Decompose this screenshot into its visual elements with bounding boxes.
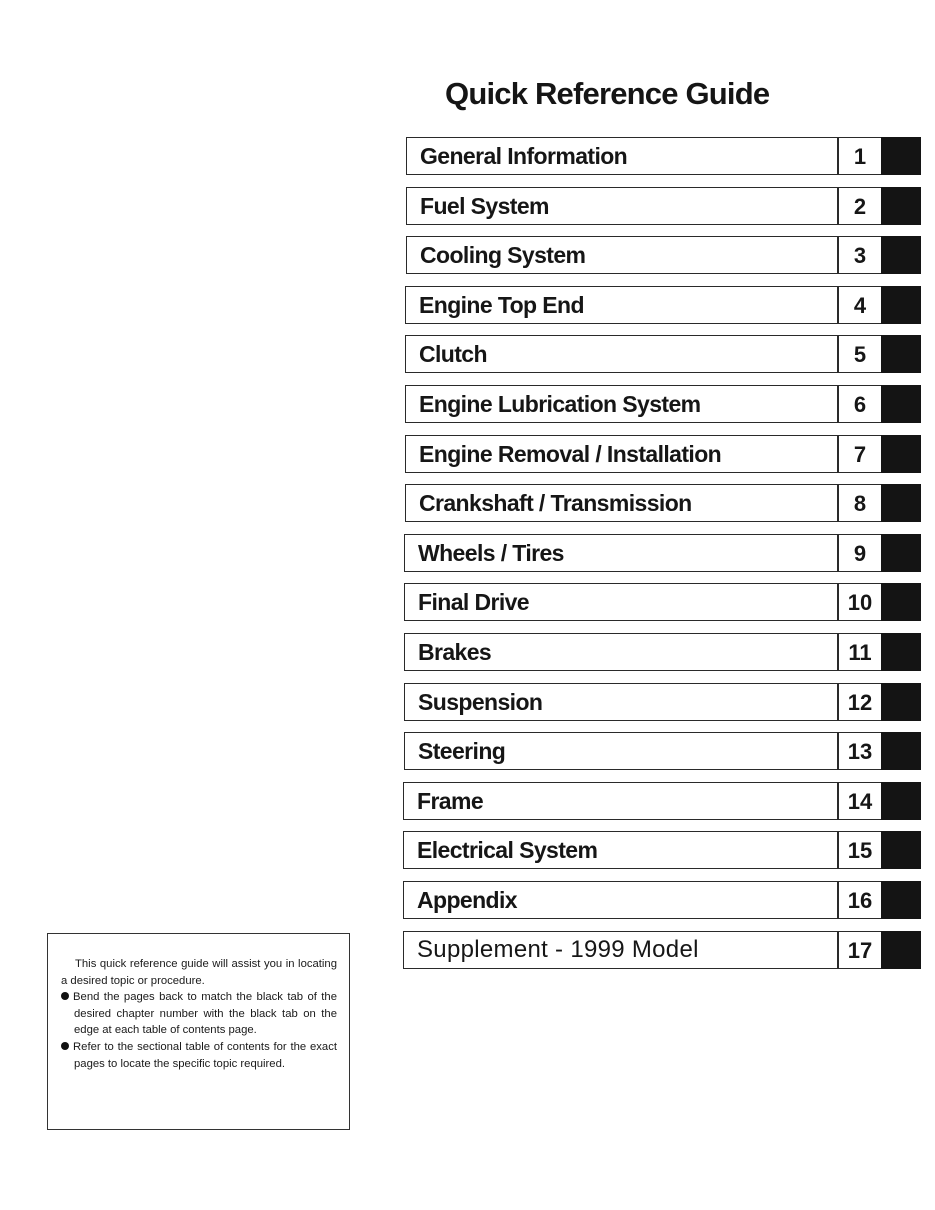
black-chapter-tab[interactable] [881, 534, 921, 572]
black-chapter-tab[interactable] [881, 187, 921, 225]
black-chapter-tab[interactable] [881, 385, 921, 423]
chapter-number-box[interactable] [837, 831, 882, 869]
chapter-label: Electrical System [417, 837, 598, 864]
chapter-number: 10 [847, 590, 873, 616]
chapter-number-box[interactable] [837, 385, 882, 423]
black-chapter-tab[interactable] [881, 633, 921, 671]
chapter-number-box[interactable] [837, 633, 882, 671]
chapter-label: Fuel System [420, 192, 549, 219]
chapter-label-box[interactable] [404, 633, 838, 671]
chapter-number: 2 [853, 193, 867, 219]
chapter-label-box[interactable] [403, 931, 838, 969]
page-title: Quick Reference Guide [445, 76, 770, 111]
chapter-number: 17 [847, 937, 873, 963]
black-chapter-tab[interactable] [881, 931, 921, 969]
chapter-label-box[interactable] [406, 236, 838, 274]
chapter-label: Crankshaft / Transmission [419, 490, 692, 517]
note-bullet [61, 989, 337, 1039]
chapter-label: Supplement - 1999 Model [417, 935, 699, 963]
chapter-number: 6 [853, 392, 867, 417]
black-chapter-tab[interactable] [881, 683, 921, 721]
chapter-label: Engine Lubrication System [419, 391, 701, 417]
black-chapter-tab[interactable] [881, 881, 921, 919]
chapter-label-box[interactable] [403, 881, 838, 919]
chapter-label: Engine Removal / Installation [419, 440, 722, 467]
instruction-note-box [47, 933, 350, 1130]
chapter-label-box[interactable] [405, 286, 838, 324]
black-chapter-tab[interactable] [881, 137, 921, 175]
chapter-label-box[interactable] [404, 683, 838, 721]
black-chapter-tab[interactable] [881, 335, 921, 373]
chapter-number-box[interactable] [837, 187, 882, 225]
chapter-number: 9 [853, 540, 867, 566]
chapter-number-box[interactable] [837, 286, 882, 324]
note-bullet-text: Refer to the sectional table of contents for the exact pages to locate the specific topic required. [73, 1040, 337, 1070]
chapter-number: 5 [853, 342, 867, 368]
chapter-label-box[interactable] [405, 484, 838, 522]
note-intro: This quick reference guide will assist you in locating a desired topic or procedure. [61, 958, 337, 987]
chapter-number-box[interactable] [837, 484, 882, 522]
chapter-number-box[interactable] [837, 435, 882, 473]
chapter-label-box[interactable] [406, 187, 838, 225]
chapter-label-box[interactable] [405, 435, 838, 473]
chapter-number-box[interactable] [837, 683, 882, 721]
bullet-icon [61, 992, 69, 1000]
black-chapter-tab[interactable] [881, 732, 921, 770]
chapter-number: 12 [847, 689, 873, 715]
chapter-label: Steering [418, 738, 506, 765]
black-chapter-tab[interactable] [881, 435, 921, 473]
chapter-label: General Information [420, 143, 628, 169]
chapter-number-box[interactable] [837, 881, 882, 919]
chapter-number: 15 [847, 838, 873, 864]
black-chapter-tab[interactable] [881, 583, 921, 621]
chapter-number: 1 [853, 144, 867, 169]
chapter-number: 16 [847, 888, 873, 913]
chapter-label-box[interactable] [405, 385, 838, 423]
bullet-icon [61, 1042, 69, 1050]
chapter-label: Frame [417, 787, 484, 814]
chapter-label-box[interactable] [404, 534, 838, 572]
chapter-number-box[interactable] [837, 782, 882, 820]
chapter-number: 8 [853, 491, 867, 517]
chapter-number-box[interactable] [837, 534, 882, 572]
chapter-label-box[interactable] [406, 137, 838, 175]
chapter-label-box[interactable] [403, 782, 838, 820]
chapter-label-box[interactable] [404, 732, 838, 770]
chapter-number-box[interactable] [837, 335, 882, 373]
chapter-label: Final Drive [418, 589, 529, 616]
chapter-number-box[interactable] [837, 137, 882, 175]
chapter-label: Engine Top End [419, 291, 584, 318]
chapter-number-box[interactable] [837, 732, 882, 770]
chapter-number: 14 [847, 788, 873, 814]
chapter-label: Clutch [419, 341, 487, 368]
chapter-label: Wheels / Tires [418, 539, 564, 566]
black-chapter-tab[interactable] [881, 236, 921, 274]
chapter-label-box[interactable] [404, 583, 838, 621]
chapter-number-box[interactable] [837, 583, 882, 621]
chapter-number: 7 [853, 441, 867, 467]
black-chapter-tab[interactable] [881, 831, 921, 869]
black-chapter-tab[interactable] [881, 484, 921, 522]
chapter-number: 4 [853, 292, 867, 318]
chapter-number-box[interactable] [837, 931, 882, 969]
black-chapter-tab[interactable] [881, 782, 921, 820]
note-bullet-text: Bend the pages back to match the black tab of the desired chapter number with the black tab on the edge at each table of contents page. [73, 991, 337, 1037]
chapter-label-box[interactable] [405, 335, 838, 373]
chapter-label: Suspension [418, 688, 543, 715]
chapter-number: 3 [853, 243, 867, 269]
chapter-label: Brakes [418, 639, 492, 665]
chapter-label-box[interactable] [403, 831, 838, 869]
chapter-label: Cooling System [420, 242, 586, 269]
chapter-number: 13 [847, 739, 873, 765]
chapter-label: Appendix [417, 887, 517, 913]
chapter-number: 11 [848, 640, 872, 665]
black-chapter-tab[interactable] [881, 286, 921, 324]
chapter-number-box[interactable] [837, 236, 882, 274]
note-bullet [61, 1039, 337, 1072]
